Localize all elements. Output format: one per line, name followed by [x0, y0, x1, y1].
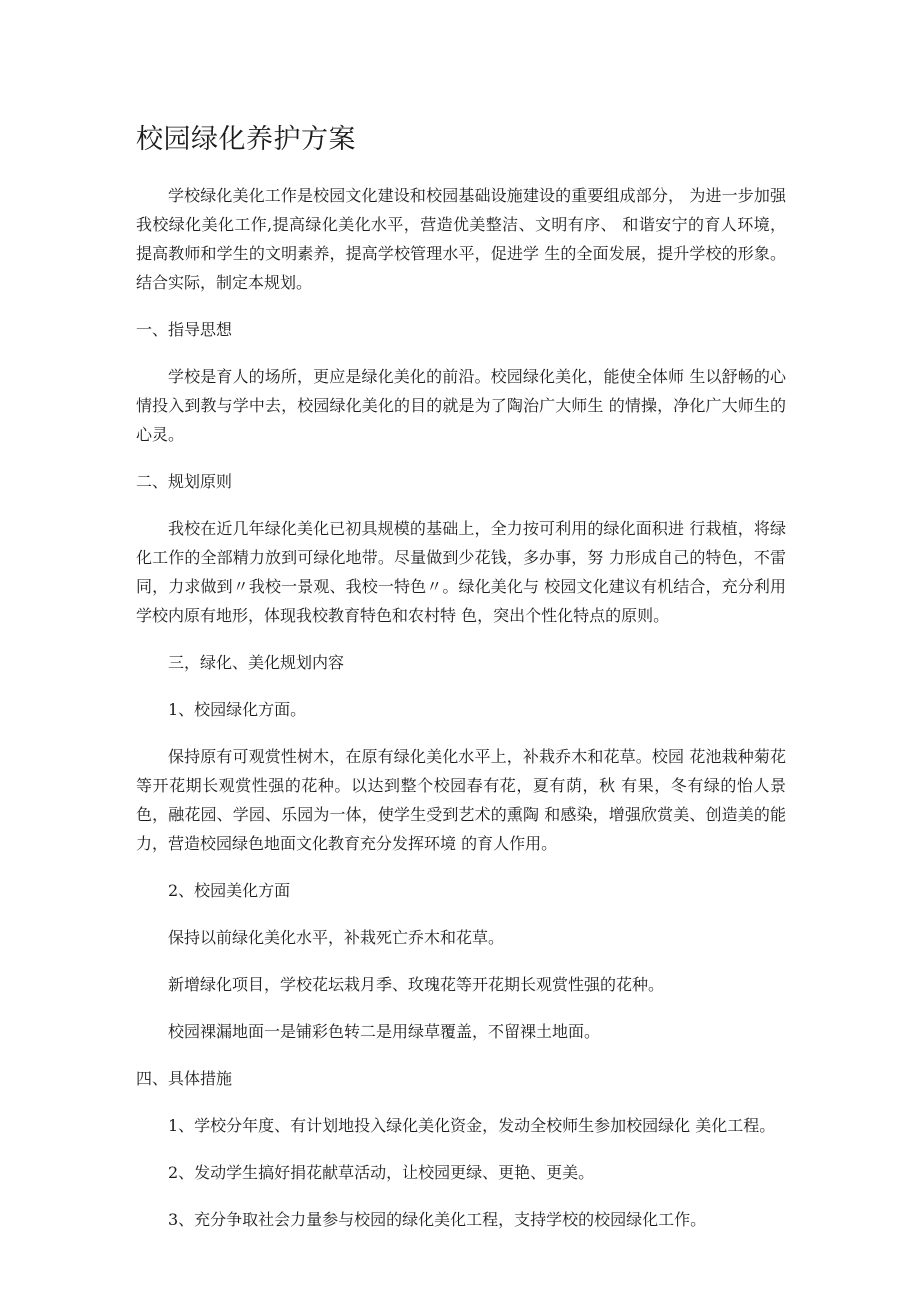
- beautification-line-3: 校园裸漏地面一是铺彩色转二是用绿草覆盖，不留裸土地面。: [168, 1022, 601, 1041]
- greening-paragraph: 保持原有可观赏性树木，在原有绿化美化水平上，补栽乔木和花草。校园 花池栽种菊花等开花期长观赏性强的花种。以达到整个校园春有花，夏有荫，秋 有果，冬有绿的怡人景色，融花园、学园、乐园为一体，使学生受到艺术的熏陶 和感染，增强欣赏美、创造美的能力，营造校园绿色地面文化教育充分发挥环境 的育人作用。: [136, 747, 786, 853]
- document-body: [136, 181, 786, 1252]
- measure-item-2: 2、发动学生搞好捐花献草活动，让校园更绿、更艳、更美。: [168, 1163, 595, 1182]
- section-heading-measures: 四、具体措施: [136, 1069, 233, 1088]
- guiding-thought-paragraph: 学校是育人的场所，更应是绿化美化的前沿。校园绿化美化，能使全体师 生以舒畅的心情投入到教与学中去，校园绿化美化的目的就是为了陶治广大师生 的情操，净化广大师生的心灵。: [136, 367, 786, 444]
- beautification-line-2: 新增绿化项目，学校花坛栽月季、玫瑰花等开花期长观赏性强的花种。: [168, 975, 665, 994]
- beautification-line-1: 保持以前绿化美化水平，补栽死亡乔木和花草。: [168, 928, 505, 947]
- measure-item-1: 1、学校分年度、有计划地投入绿化美化资金，发动全校师生参加校园绿化 美化工程。: [168, 1116, 776, 1135]
- section-heading-planning-content: 三，绿化、美化规划内容: [168, 653, 345, 672]
- section-heading-planning-principles: 二、规划原则: [136, 472, 233, 491]
- planning-principles-paragraph: 我校在近几年绿化美化已初具规模的基础上，全力按可利用的绿化面积进 行栽植，将绿化工作的全部精力放到可绿化地带。尽量做到少花钱，多办事，努 力形成自己的特色，不雷同，力求做到〃我校一景观、我校一特色〃。绿化美化与 校园文化建议有机结合，充分利用学校内原有地形，体现我校教育特色和农村特 色，突出个性化特点的原则。: [136, 519, 786, 625]
- subsection-heading-beautification: 2、校园美化方面: [168, 881, 291, 900]
- intro-paragraph: 学校绿化美化工作是校园文化建设和校园基础设施建设的重要组成部分， 为进一步加强我校绿化美化工作,提高绿化美化水平，营造优美整洁、文明有序、 和谐安宁的育人环境，提高教师和学生的文明素养，提高学校管理水平，促进学 生的全面发展，提升学校的形象。结合实际，制定本规划。: [136, 186, 786, 292]
- document-title: 校园绿化养护方案: [136, 124, 356, 155]
- section-heading-guiding-thought: 一、指导思想: [136, 320, 233, 339]
- measure-item-3: 3、充分争取社会力量参与校园的绿化美化工程，支持学校的校园绿化工作。: [168, 1210, 707, 1229]
- subsection-heading-greening: 1、校园绿化方面。: [168, 700, 307, 719]
